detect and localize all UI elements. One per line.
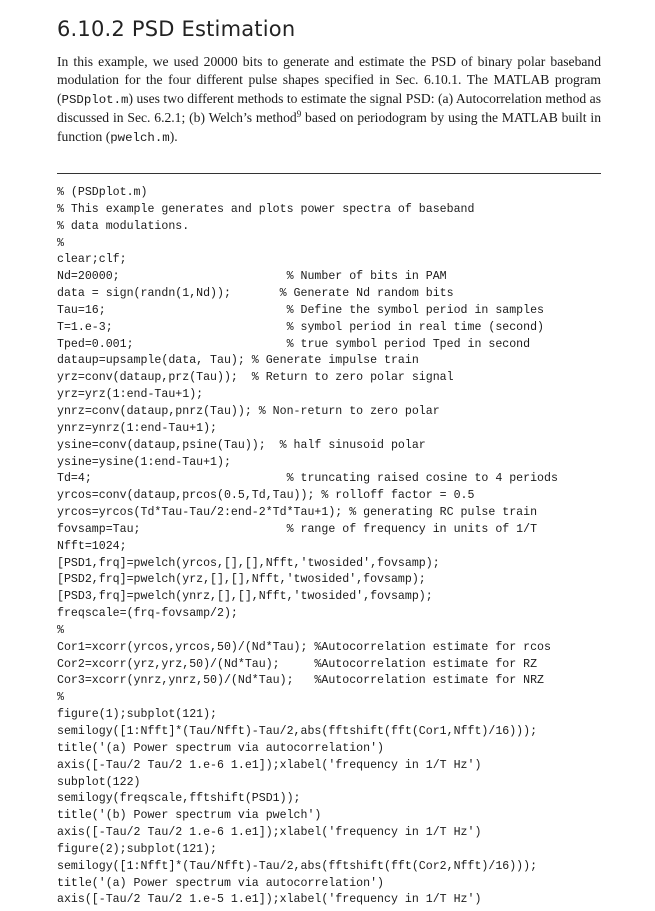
code-line: fovsamp=Tau; % range of frequency in units of 1/T	[57, 522, 538, 536]
section-heading: 6.10.2 PSD Estimation	[57, 17, 296, 42]
code-line: yrcos=yrcos(Td*Tau-Tau/2:end-2*Td*Tau+1); % generating RC pulse train	[57, 506, 538, 520]
code-line: ysine=ysine(1:end-Tau+1);	[57, 455, 231, 469]
code-line: subplot(122)	[57, 775, 141, 789]
code-line: clear;clf;	[57, 253, 127, 267]
code-line: [PSD2,frq]=pwelch(yrz,[],[],Nfft,'twosided',fovsamp);	[57, 573, 426, 587]
intro-text-1: In this example, we used 20000 bits to generate and estimate the PSD of binary polar baseband modulation for the four different pulse shapes specified in Sec. 6.10.1. The MATLAB program (	[57, 53, 601, 106]
code-line: yrz=yrz(1:end-Tau+1);	[57, 388, 204, 402]
code-line: % (PSDplot.m)	[57, 186, 148, 199]
code-line: %	[57, 236, 64, 250]
code-line: axis([-Tau/2 Tau/2 1.e-5 1.e1]);xlabel('frequency in 1/T Hz')	[57, 893, 482, 907]
code-line: axis([-Tau/2 Tau/2 1.e-6 1.e1]);xlabel('frequency in 1/T Hz')	[57, 758, 482, 772]
code-line: figure(1);subplot(121);	[57, 708, 218, 722]
code-line: figure(2);subplot(121);	[57, 842, 218, 856]
code-line: yrz=conv(dataup,prz(Tau)); % Return to zero polar signal	[57, 371, 454, 385]
code-line: % This example generates and plots power spectra of baseband	[57, 202, 475, 216]
program-name: PSDplot.m	[61, 92, 129, 107]
code-line: Tped=0.001; % true symbol period Tped in second	[57, 337, 531, 351]
code-line: Nd=20000; % Number of bits in PAM	[57, 270, 447, 284]
code-line: title('(a) Power spectrum via autocorrelation')	[57, 741, 384, 755]
code-line: Cor3=xcorr(ynrz,ynrz,50)/(Nd*Tau); %Autocorrelation estimate for NRZ	[57, 674, 545, 688]
code-line: data = sign(randn(1,Nd)); % Generate Nd random bits	[57, 287, 454, 301]
code-line: yrcos=conv(dataup,prcos(0.5,Td,Tau)); % rolloff factor = 0.5	[57, 489, 475, 503]
code-line: title('(a) Power spectrum via autocorrelation')	[57, 876, 384, 890]
footnote-marker: 9	[296, 109, 302, 120]
code-line: axis([-Tau/2 Tau/2 1.e-6 1.e1]);xlabel('frequency in 1/T Hz')	[57, 826, 482, 840]
intro-text-4: ).	[169, 128, 178, 144]
section-divider	[57, 173, 601, 174]
code-line: semilogy([1:Nfft]*(Tau/Nfft)-Tau/2,abs(fftshift(fft(Cor1,Nfft)/16)));	[57, 725, 538, 738]
code-line: T=1.e-3; % symbol period in real time (second)	[57, 320, 545, 334]
intro-text-3: based on periodogram by using the MATLAB built in function (	[57, 110, 601, 144]
code-listing	[57, 185, 627, 909]
code-line: ysine=conv(dataup,psine(Tau)); % half sinusoid polar	[57, 438, 426, 452]
code-line: %	[57, 623, 64, 637]
code-line: [PSD1,frq]=pwelch(yrcos,[],[],Nfft,'twosided',fovsamp);	[57, 556, 440, 570]
code-line: ynrz=ynrz(1:end-Tau+1);	[57, 421, 218, 435]
code-line: ynrz=conv(dataup,pnrz(Tau)); % Non-return to zero polar	[57, 404, 440, 418]
code-line: [PSD3,frq]=pwelch(ynrz,[],[],Nfft,'twosided',fovsamp);	[57, 590, 433, 604]
code-line: semilogy(freqscale,fftshift(PSD1));	[57, 792, 301, 806]
function-name: pwelch.m	[110, 130, 170, 145]
code-line: semilogy([1:Nfft]*(Tau/Nfft)-Tau/2,abs(fftshift(fft(Cor2,Nfft)/16)));	[57, 859, 538, 873]
intro-text-2: ) uses two different methods to estimate the signal PSD: (a) Autocorrelation method as discussed in Sec. 6.2.1; (b) Welch’s method	[57, 90, 601, 126]
code-line: %	[57, 691, 64, 705]
code-line: % data modulations.	[57, 219, 190, 233]
code-line: Nfft=1024;	[57, 539, 127, 553]
code-line: dataup=upsample(data, Tau); % Generate impulse train	[57, 354, 419, 368]
code-line: Td=4; % truncating raised cosine to 4 periods	[57, 472, 558, 486]
code-line: Cor2=xcorr(yrz,yrz,50)/(Nd*Tau); %Autocorrelation estimate for RZ	[57, 657, 538, 671]
intro-paragraph	[57, 53, 601, 148]
code-line: Tau=16; % Define the symbol period in samples	[57, 303, 545, 317]
code-line: title('(b) Power spectrum via pwelch')	[57, 809, 322, 823]
code-line: Cor1=xcorr(yrcos,yrcos,50)/(Nd*Tau); %Autocorrelation estimate for rcos	[57, 640, 551, 654]
code-line: freqscale=(frq-fovsamp/2);	[57, 607, 238, 621]
